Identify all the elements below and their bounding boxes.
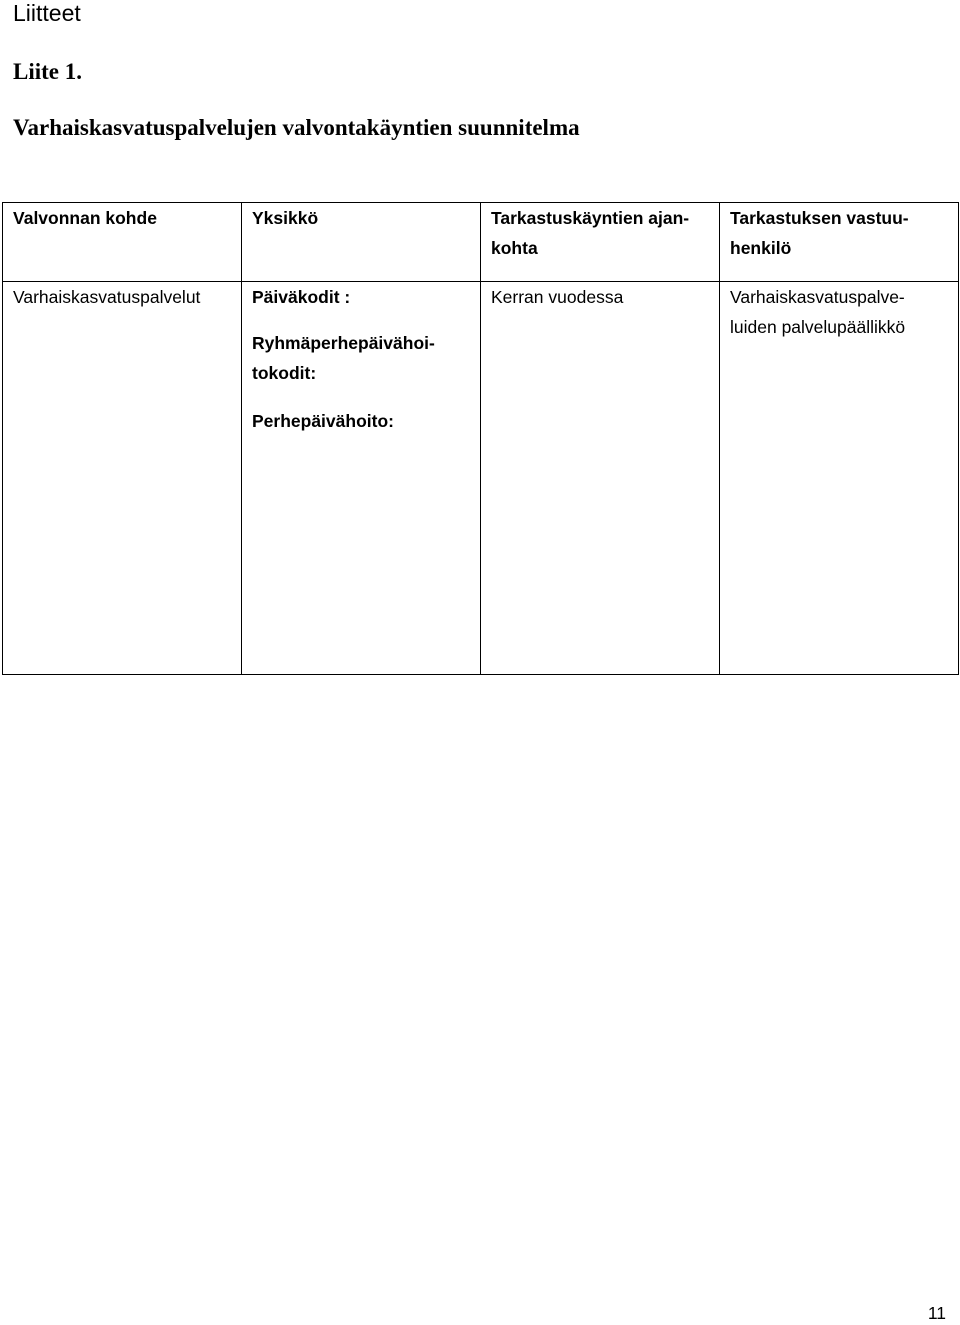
header-ajankohta xyxy=(481,203,720,282)
table-header-row xyxy=(3,203,959,282)
page-number: 11 xyxy=(927,1303,946,1323)
header-vastuuhenkilo xyxy=(720,203,959,282)
header-line: Tarkastuskäyntien ajan- xyxy=(491,208,690,228)
unit-ryhmaperhepaivahoitokodit xyxy=(252,328,474,388)
header-line: Valvonnan kohde xyxy=(13,208,157,228)
unit-paivakodit xyxy=(252,282,474,312)
responsible-line: Varhaiskasvatuspalve- xyxy=(730,287,905,307)
header-line: kohta xyxy=(491,238,538,258)
cell-responsible xyxy=(720,282,959,675)
cell-target xyxy=(3,282,242,675)
header-valvonnan-kohde xyxy=(3,203,242,282)
document-heading: Liitteet xyxy=(13,0,81,26)
header-line: Tarkastuksen vastuu- xyxy=(730,208,909,228)
header-line: henkilö xyxy=(730,238,792,258)
target-text: Varhaiskasvatuspalvelut xyxy=(13,287,201,307)
cell-timing xyxy=(481,282,720,675)
unit-line: Päiväkodit : xyxy=(252,287,351,307)
unit-line: Ryhmäperhepäivähoi- xyxy=(252,333,435,353)
unit-perhepaivahoito xyxy=(252,406,474,436)
table-row xyxy=(3,282,959,675)
inspection-plan-table xyxy=(2,202,959,675)
appendix-title: Varhaiskasvatuspalvelujen valvontakäyntien suunnitelma xyxy=(13,115,580,140)
header-yksikko xyxy=(242,203,481,282)
unit-line: tokodit: xyxy=(252,363,317,383)
unit-line: Perhepäivähoito: xyxy=(252,411,394,431)
appendix-label: Liite 1. xyxy=(13,59,82,84)
timing-text: Kerran vuodessa xyxy=(491,287,624,307)
header-line: Yksikkö xyxy=(252,208,319,228)
cell-units xyxy=(242,282,481,675)
responsible-line: luiden palvelupäällikkö xyxy=(730,317,906,337)
